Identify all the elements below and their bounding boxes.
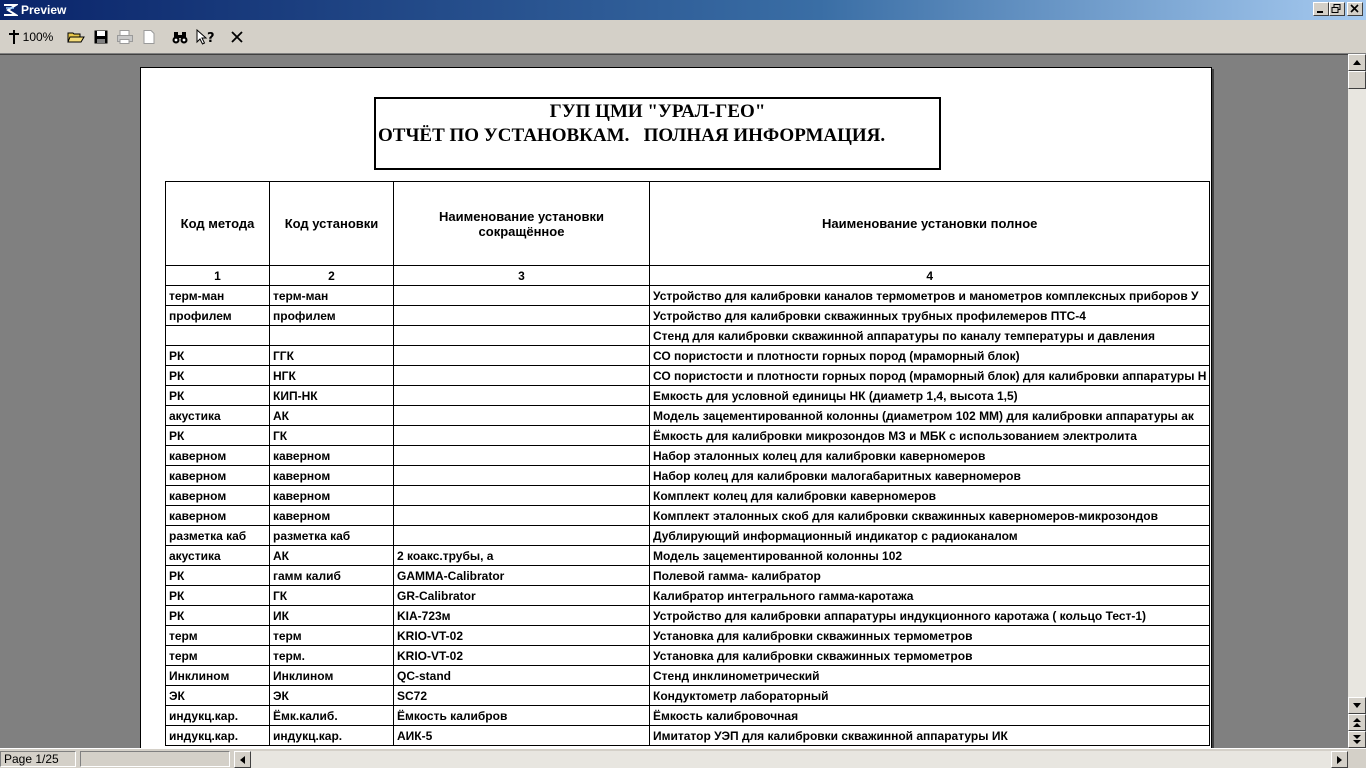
cell-install-code: АК: [270, 546, 394, 566]
cell-method-code: [166, 326, 270, 346]
horizontal-scrollbar[interactable]: [234, 751, 1348, 768]
scroll-left-button[interactable]: [234, 751, 251, 768]
cell-full-name: Комплект колец для калибровки каверномеров: [650, 486, 1210, 506]
cell-method-code: терм: [166, 646, 270, 666]
cell-method-code: каверном: [166, 446, 270, 466]
restore-button[interactable]: [1329, 2, 1345, 16]
report-table: [165, 181, 1210, 746]
cell-install-code: терм.: [270, 646, 394, 666]
cell-method-code: Инклином: [166, 666, 270, 686]
cell-short-name: [394, 406, 650, 426]
cell-method-code: РК: [166, 566, 270, 586]
table-row: [166, 286, 1210, 306]
cell-short-name: QC-stand: [394, 666, 650, 686]
cell-short-name: [394, 386, 650, 406]
close-window-button[interactable]: [1347, 2, 1363, 16]
cell-full-name: Ёмкость для калибровки микрозондов МЗ и МБК с использованием электролита: [650, 426, 1210, 446]
close-x-icon: [230, 30, 244, 44]
minimize-button[interactable]: [1313, 2, 1329, 16]
table-row: [166, 586, 1210, 606]
cell-install-code: НГК: [270, 366, 394, 386]
app-logo-icon: [2, 2, 18, 18]
arrow-down-icon: [1353, 703, 1361, 708]
cell-install-code: каверном: [270, 486, 394, 506]
cell-full-name: СО пористости и плотности горных пород (мраморный блок) для калибровки аппаратуры Н: [650, 366, 1210, 386]
cell-short-name: [394, 286, 650, 306]
cell-short-name: GAMMA-Calibrator: [394, 566, 650, 586]
printer-icon: [116, 29, 134, 45]
zoom-button[interactable]: [4, 27, 56, 47]
status-panel: [80, 751, 230, 767]
blank-page-icon: [142, 29, 156, 45]
cell-short-name: KIA-723м: [394, 606, 650, 626]
cell-full-name: Устройство для калибровки скважинных трубных профилемеров ПТС-4: [650, 306, 1210, 326]
zoom-label: 100%: [22, 30, 54, 44]
cell-short-name: 2 коакс.трубы, а: [394, 546, 650, 566]
cell-install-code: Инклином: [270, 666, 394, 686]
cell-install-code: [270, 326, 394, 346]
cell-method-code: РК: [166, 366, 270, 386]
cell-method-code: разметка каб: [166, 526, 270, 546]
cell-full-name: Устройство для калибровки аппаратуры индукционного каротажа ( кольцо Тест-1): [650, 606, 1210, 626]
cell-full-name: Набор колец для калибровки малогабаритных каверномеров: [650, 466, 1210, 486]
cell-install-code: гамм калиб: [270, 566, 394, 586]
table-row: [166, 506, 1210, 526]
scroll-down-button[interactable]: [1348, 697, 1366, 714]
col-number: 3: [394, 266, 650, 286]
window-titlebar: [0, 0, 1366, 20]
cell-method-code: терм-ман: [166, 286, 270, 306]
window-title: Preview: [21, 3, 67, 17]
table-row: [166, 386, 1210, 406]
cell-install-code: ГГК: [270, 346, 394, 366]
table-row: [166, 466, 1210, 486]
cell-full-name: Стенд инклинометрический: [650, 666, 1210, 686]
cell-full-name: Установка для калибровки скважинных термометров: [650, 626, 1210, 646]
cell-full-name: Дублирующий информационный индикатор с радиоканалом: [650, 526, 1210, 546]
help-pointer-icon: [195, 29, 215, 45]
scroll-up-button[interactable]: [1348, 54, 1366, 71]
column-number-row: [166, 266, 1210, 286]
cell-short-name: KRIO-VT-02: [394, 646, 650, 666]
cell-method-code: РК: [166, 426, 270, 446]
header-row: [166, 182, 1210, 266]
arrow-left-icon: [240, 756, 245, 764]
scroll-thumb[interactable]: [1348, 71, 1366, 89]
cell-full-name: Имитатор УЭП для калибровки скважинной аппаратуры ИК: [650, 726, 1210, 746]
find-button[interactable]: [170, 27, 190, 47]
col-header-short-name: Наименование установки сокращённое: [394, 182, 650, 266]
cell-install-code: каверном: [270, 506, 394, 526]
cell-full-name: Устройство для калибровки каналов термометров и манометров комплексных приборов У: [650, 286, 1210, 306]
cell-full-name: СО пористости и плотности горных пород (мраморный блок): [650, 346, 1210, 366]
cell-short-name: GR-Calibrator: [394, 586, 650, 606]
table-row: [166, 626, 1210, 646]
cell-full-name: Набор эталонных колец для калибровки каверномеров: [650, 446, 1210, 466]
next-page-button[interactable]: [1348, 731, 1366, 748]
cell-short-name: [394, 306, 650, 326]
cell-short-name: [394, 446, 650, 466]
page-indicator: Page 1/25: [0, 751, 76, 767]
col-number: 1: [166, 266, 270, 286]
cell-install-code: АК: [270, 406, 394, 426]
print-button[interactable]: [115, 27, 135, 47]
cell-short-name: [394, 426, 650, 446]
cell-install-code: ГК: [270, 586, 394, 606]
cell-full-name: Модель зацементированной колонны (диаметром 102 ММ) для калибровки аппаратуры ак: [650, 406, 1210, 426]
cell-method-code: индукц.кар.: [166, 706, 270, 726]
cell-short-name: АИК-5: [394, 726, 650, 746]
col-header-method-code: Код метода: [166, 182, 270, 266]
save-button[interactable]: [91, 27, 111, 47]
cell-short-name: Ёмкость калибров: [394, 706, 650, 726]
table-row: [166, 646, 1210, 666]
table-row: [166, 546, 1210, 566]
cell-short-name: [394, 366, 650, 386]
col-header-full-name: Наименование установки полное: [650, 182, 1210, 266]
col-number: 2: [270, 266, 394, 286]
zoom-icon: [7, 29, 21, 45]
cell-install-code: КИП-НК: [270, 386, 394, 406]
double-arrow-up-icon: [1353, 718, 1361, 727]
toolbar: [0, 20, 1366, 54]
new-page-button[interactable]: [139, 27, 159, 47]
cell-method-code: РК: [166, 386, 270, 406]
col-header-install-code: Код установки: [270, 182, 394, 266]
help-button[interactable]: [194, 27, 216, 47]
arrow-right-icon: [1337, 756, 1342, 764]
cell-short-name: [394, 506, 650, 526]
cell-install-code: профилем: [270, 306, 394, 326]
cell-install-code: индукц.кар.: [270, 726, 394, 746]
cell-short-name: SC72: [394, 686, 650, 706]
cell-short-name: [394, 486, 650, 506]
table-row: [166, 486, 1210, 506]
table-row: [166, 666, 1210, 686]
preview-viewport[interactable]: [0, 54, 1348, 749]
scroll-right-button[interactable]: [1331, 751, 1348, 768]
cell-full-name: Кондуктометр лабораторный: [650, 686, 1210, 706]
double-arrow-down-icon: [1353, 735, 1361, 744]
table-row: [166, 526, 1210, 546]
cell-install-code: разметка каб: [270, 526, 394, 546]
table-row: [166, 406, 1210, 426]
cell-method-code: терм: [166, 626, 270, 646]
svg-text:?: ?: [207, 31, 215, 45]
table-row: [166, 326, 1210, 346]
table-row: [166, 346, 1210, 366]
cell-full-name: Модель зацементированной колонны 102: [650, 546, 1210, 566]
cell-full-name: Ёмкость калибровочная: [650, 706, 1210, 726]
cell-install-code: ЭК: [270, 686, 394, 706]
vertical-scrollbar[interactable]: [1348, 54, 1366, 748]
cell-full-name: Установка для калибровки скважинных термометров: [650, 646, 1210, 666]
cell-full-name: Комплект эталонных скоб для калибровки скважинных каверномеров-микрозондов: [650, 506, 1210, 526]
cell-full-name: Емкость для условной единицы НК (диаметр 1,4, высота 1,5): [650, 386, 1210, 406]
cell-method-code: РК: [166, 586, 270, 606]
cell-install-code: ГК: [270, 426, 394, 446]
cell-method-code: акустика: [166, 406, 270, 426]
table-row: [166, 366, 1210, 386]
table-row: [166, 606, 1210, 626]
cell-short-name: [394, 346, 650, 366]
cell-full-name: Стенд для калибровки скважинной аппаратуры по каналу температуры и давления: [650, 326, 1210, 346]
cell-install-code: каверном: [270, 446, 394, 466]
report-title-line2: ОТЧЁТ ПО УСТАНОВКАМ. ПОЛНАЯ ИНФОРМАЦИЯ.: [378, 125, 886, 146]
close-preview-button[interactable]: [227, 27, 247, 47]
cell-method-code: профилем: [166, 306, 270, 326]
table-row: [166, 726, 1210, 746]
cell-short-name: KRIO-VT-02: [394, 626, 650, 646]
prev-page-button[interactable]: [1348, 714, 1366, 731]
open-folder-icon: [67, 29, 85, 45]
table-row: [166, 446, 1210, 466]
cell-short-name: [394, 466, 650, 486]
arrow-up-icon: [1353, 60, 1361, 65]
save-disk-icon: [93, 29, 109, 45]
report-rows: [166, 286, 1210, 746]
cell-short-name: [394, 326, 650, 346]
cell-method-code: каверном: [166, 486, 270, 506]
open-button[interactable]: [66, 27, 86, 47]
table-row: [166, 706, 1210, 726]
binoculars-icon: [171, 29, 189, 45]
cell-install-code: терм: [270, 626, 394, 646]
report-page: [140, 67, 1212, 749]
cell-full-name: Полевой гамма- калибратор: [650, 566, 1210, 586]
cell-install-code: Ёмк.калиб.: [270, 706, 394, 726]
table-row: [166, 426, 1210, 446]
cell-method-code: РК: [166, 346, 270, 366]
cell-short-name: [394, 526, 650, 546]
report-title-box: [374, 97, 941, 170]
cell-method-code: индукц.кар.: [166, 726, 270, 746]
report-title-line1: ГУП ЦМИ "УРАЛ-ГЕО": [549, 101, 766, 122]
cell-method-code: каверном: [166, 506, 270, 526]
cell-install-code: ИК: [270, 606, 394, 626]
table-row: [166, 566, 1210, 586]
status-bar: [0, 748, 1366, 768]
table-row: [166, 686, 1210, 706]
table-row: [166, 306, 1210, 326]
cell-method-code: каверном: [166, 466, 270, 486]
col-number: 4: [650, 266, 1210, 286]
cell-method-code: ЭК: [166, 686, 270, 706]
cell-full-name: Калибратор интегрального гамма-каротажа: [650, 586, 1210, 606]
cell-install-code: терм-ман: [270, 286, 394, 306]
cell-install-code: каверном: [270, 466, 394, 486]
cell-method-code: акустика: [166, 546, 270, 566]
cell-method-code: РК: [166, 606, 270, 626]
